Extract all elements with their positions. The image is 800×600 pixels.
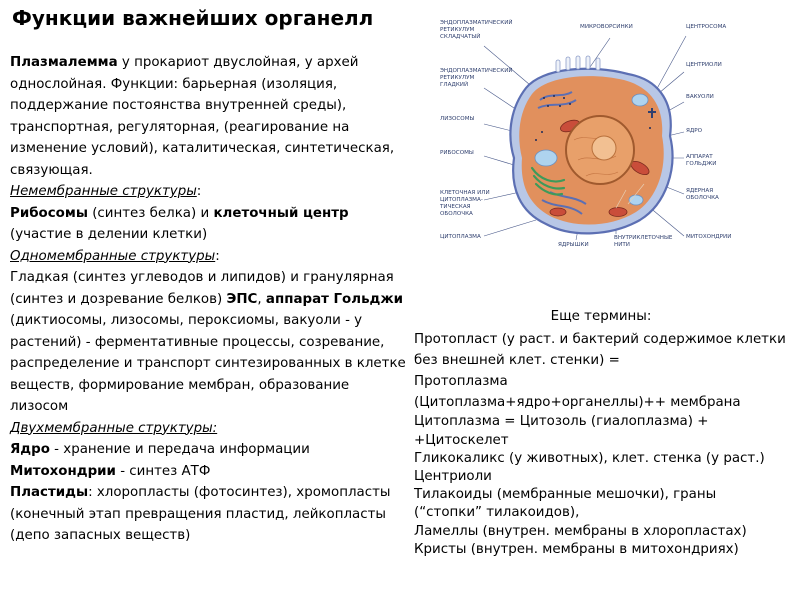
mitochondria-description: - синтез АТФ <box>115 463 211 479</box>
mitochondria-term: Митохондрии <box>10 463 116 479</box>
single-membrane-structures-heading: Одномембранные структуры <box>10 248 216 264</box>
svg-text:РИБОСОМЫ <box>440 150 474 156</box>
label-lysosomes: ЛИЗОСОМЫ <box>440 116 475 122</box>
label-centrosome: ЦЕНТРОСОМА <box>686 24 727 30</box>
svg-text:ЯДРО <box>686 128 703 134</box>
term-lamellae: Ламеллы (внутрен. мембраны в хлоропластах) <box>414 523 747 539</box>
label-membrane-4: ОБОЛОЧКА <box>440 211 473 217</box>
ribosomes-description: (синтез белка) и <box>87 205 214 221</box>
svg-text:ЦИТОПЛАЗМА- <box>440 197 483 203</box>
label-smooth-er-3: ГЛАДКИЙ <box>440 82 469 88</box>
svg-text:ЛИЗОСОМЫ <box>440 116 475 122</box>
label-membrane-1: КЛЕТОЧНАЯ ИЛИ <box>440 190 490 196</box>
ribosomes-paragraph <box>10 203 410 246</box>
label-smooth-er-1: ЭНДОПЛАЗМАТИЧЕСКИЙ <box>440 68 513 74</box>
svg-text:ЭНДОПЛАЗМАТИЧЕСКИЙ <box>440 67 513 74</box>
colon: : <box>196 184 202 199</box>
golgi-description: (диктиосомы, лизосомы, пероксиомы, вакуоли - у растений) - ферментативные процессы, созревание, распределение и транспорт синтезированных в клетке веществ, формирование мембран, образование лизосом <box>10 313 406 414</box>
eps-golgi-paragraph <box>10 267 410 418</box>
svg-text:МИТОХОНДРИИ <box>686 234 731 240</box>
svg-text:АППАРАТ <box>686 154 713 160</box>
golgi-term: аппарат Гольджи <box>265 291 404 307</box>
label-nuclear-envelope-1: ЯДЕРНАЯ <box>686 188 714 194</box>
organelle-functions-text <box>10 52 410 547</box>
plastids-term: Пластиды <box>10 485 89 500</box>
plasmalemma-term: Плазмалемма <box>10 55 118 70</box>
label-nuclear-envelope-2: ОБОЛОЧКА <box>686 195 719 201</box>
svg-text:КЛЕТОЧНАЯ ИЛИ <box>440 190 490 196</box>
plasmalemma-description: у прокариот двуслойная, у архей однослойная. Функции: барьерная (изоляция, поддержание постоянства внутренней среды), транспортная, регуляторная, (реагирование на изменение условий), каталитическая, синтетическая, связующая. <box>10 55 395 178</box>
label-ribosomes: РИБОСОМЫ <box>440 150 474 156</box>
svg-text:СКЛАДЧАТЫЙ <box>440 33 480 40</box>
nonmembrane-heading-line <box>10 181 410 203</box>
svg-text:ОБОЛОЧКА <box>440 211 473 217</box>
svg-text:ЯДРЫШКИ <box>558 242 589 248</box>
term-protoplasm: Протоплазма <box>414 373 508 389</box>
svg-text:ГЛАДКИЙ <box>440 81 468 88</box>
term-cytoplasm: Цитоплазма = Цитозоль (гиалоплазма) + +Цитоскелет <box>414 414 709 448</box>
nucleus-term: Ядро <box>10 442 50 457</box>
svg-text:ГОЛЬДЖИ <box>686 161 716 167</box>
svg-text:ЦЕНТРИОЛИ <box>686 62 722 68</box>
label-filaments-1: ВНУТРИКЛЕТОЧНЫЕ <box>614 235 673 241</box>
label-cytoplasm: ЦИТОПЛАЗМА <box>440 234 481 240</box>
label-vacuoles: ВАКУОЛИ <box>686 94 714 100</box>
label-rough-er-2: РЕТИКУЛУМ <box>440 27 475 33</box>
label-membrane-3: ТИЧЕСКАЯ <box>440 204 471 210</box>
svg-text:МИКРОВОРСИНКИ <box>580 24 633 30</box>
single-membrane-heading-line <box>10 246 410 268</box>
centrosome-term: клеточный центр <box>213 205 349 221</box>
cell-illustration <box>440 8 770 258</box>
colon: : <box>215 248 220 264</box>
label-filaments-2: НИТИ <box>614 242 630 248</box>
extra-terms <box>414 308 788 559</box>
double-membrane-structures-heading: Двухмембранные структуры: <box>10 420 218 436</box>
plastids-paragraph <box>10 482 410 547</box>
term-glycocalyx: Гликокаликс (у животных), клет. стенка (у раст.) <box>414 450 765 466</box>
svg-text:НИТИ <box>614 242 630 248</box>
label-golgi-2: ГОЛЬДЖИ <box>686 161 717 167</box>
label-membrane-2: ЦИТОПЛАЗМА- <box>440 197 483 203</box>
term-centrioles: Центриоли <box>414 469 492 484</box>
eps-term: ЭПС <box>226 291 258 307</box>
svg-text:ЦЕНТРОСОМА <box>686 24 726 30</box>
centrosome-description: (участие в делении клетки) <box>10 227 208 242</box>
svg-text:РЕТИКУЛУМ <box>440 75 475 81</box>
svg-text:ВНУТРИКЛЕТОЧНЫЕ <box>614 235 673 241</box>
label-rough-er-1: ЭНДОПЛАЗМАТИЧЕСКИЙ <box>440 20 513 26</box>
double-membrane-heading-line <box>10 418 410 440</box>
plastids-description: : хлоропласты (фотосинтез), хромопласты (конечный этап превращения пластид, лейкопласты (депо запасных веществ) <box>10 485 391 543</box>
eps-description: Гладкая (синтез углеводов и липидов) и гранулярная (синтез и дозревание белков) <box>10 270 394 307</box>
label-centrioles: ЦЕНТРИОЛИ <box>686 62 722 68</box>
svg-text:РЕТИКУЛУМ <box>440 27 475 33</box>
animal-cell-diagram <box>440 8 770 258</box>
slide-title: Функции важнейших органелл <box>12 6 374 30</box>
label-smooth-er-2: РЕТИКУЛУМ <box>440 75 475 81</box>
svg-text:ТИЧЕСКАЯ <box>440 204 471 210</box>
svg-text:ЭНДОПЛАЗМАТИЧЕСКИЙ <box>440 19 513 26</box>
nucleolus <box>592 136 616 160</box>
term-thylakoids: Тилакоиды (мембранные мешочки), граны (“стопки” тилакоидов), <box>414 487 717 521</box>
label-microvilli: МИКРОВОРСИНКИ <box>580 24 633 30</box>
term-protoplast: Протопласт (у раст. и бактерий содержимое клетки без внешней клет. стенки) = <box>414 332 786 368</box>
comma: , <box>257 291 262 307</box>
label-nucleoli: ЯДРЫШКИ <box>558 242 589 248</box>
nucleus-paragraph <box>10 439 410 461</box>
term-protoplasm-composition: (Цитоплазма+ядро+органеллы)++ мембрана <box>414 394 741 410</box>
extra-terms-title: Еще термины: <box>550 309 652 324</box>
svg-text:ВАКУОЛИ <box>686 94 714 100</box>
mitochondria-paragraph <box>10 461 410 483</box>
label-rough-er-3: СКЛАДЧАТЫЙ <box>440 34 481 40</box>
term-cristae: Кристы (внутрен. мембраны в митохондриях) <box>414 541 739 557</box>
ribosomes-term: Рибосомы <box>10 205 88 221</box>
label-mitochondria: МИТОХОНДРИИ <box>686 234 732 240</box>
svg-text:ЦИТОПЛАЗМА <box>440 234 481 240</box>
plasmalemma-paragraph <box>10 52 410 181</box>
nucleus-description: - хранение и передача информации <box>49 442 310 457</box>
svg-text:ЯДЕРНАЯ <box>686 188 713 194</box>
label-golgi-1: АППАРАТ <box>686 154 713 160</box>
nonmembrane-structures-heading: Немембранные структуры <box>10 184 197 199</box>
label-nucleus: ЯДРО <box>686 128 703 134</box>
svg-text:ОБОЛОЧКА <box>686 195 719 201</box>
